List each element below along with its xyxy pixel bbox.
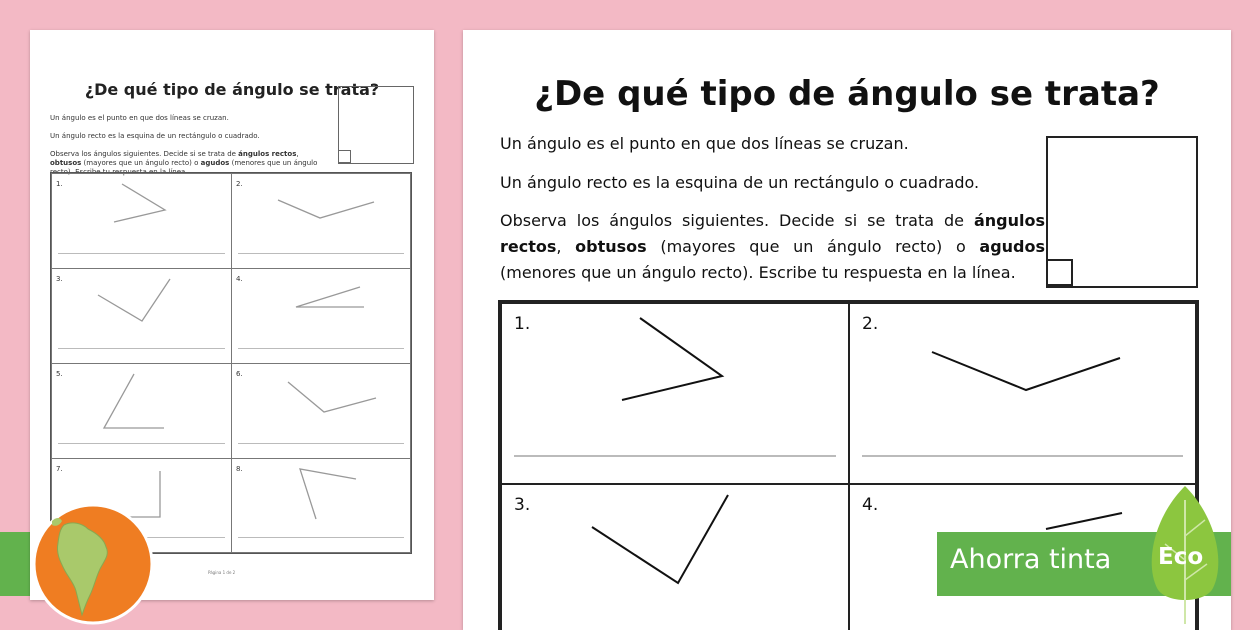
thumbnail-cell-number: 7. (56, 465, 63, 473)
answer-line[interactable] (58, 348, 225, 349)
intro-line1: Un ángulo es el punto en que dos líneas se cruzan. (500, 134, 909, 153)
thumbnail-intro-line1: Un ángulo es el punto en que dos líneas se cruzan. (50, 114, 229, 122)
intro-line2: Un ángulo recto es la esquina de un rectángulo o cuadrado. (500, 173, 980, 192)
thumbnail-cell-8 (231, 458, 411, 553)
answer-line[interactable] (58, 253, 225, 254)
angle-drawing-1 (502, 304, 852, 487)
angle-cell-number: 2. (862, 314, 879, 334)
angle-cell-1 (500, 302, 850, 485)
thumbnail-cell-3 (51, 268, 232, 364)
answer-line[interactable] (238, 537, 404, 538)
thumbnail-cell-5 (51, 363, 232, 459)
eco-banner-text: Ahorra tinta (950, 544, 1112, 575)
thumbnail-cell-number: 1. (56, 180, 63, 188)
thumbnail-right-angle-marker (338, 150, 351, 163)
angle-drawing-3 (502, 485, 852, 630)
thumbnail-cell-number: 5. (56, 370, 63, 378)
angle-drawing-2 (232, 174, 412, 270)
eco-label: Eco (1158, 544, 1204, 570)
answer-line[interactable] (238, 443, 404, 444)
angle-drawing-5 (52, 364, 233, 460)
answer-line[interactable] (238, 348, 404, 349)
angle-drawing-2 (850, 304, 1199, 487)
thumbnail-cell-number: 8. (236, 465, 243, 473)
thumbnail-angle-grid (50, 172, 412, 554)
answer-line[interactable] (58, 443, 225, 444)
thumbnail-cell-6 (231, 363, 411, 459)
thumbnail-intro-line3: Observa los ángulos siguientes. Decide si se trata de ángulos rectos, obtusos (mayores que un ángulo recto) o agudos (menores que un ángulo recto). Escribe tu respuesta en la línea. (50, 150, 318, 176)
answer-line[interactable] (514, 455, 836, 457)
angle-drawing-4 (232, 269, 412, 365)
thumbnail-cell-number: 6. (236, 370, 243, 378)
answer-line[interactable] (238, 253, 404, 254)
angle-drawing-1 (52, 174, 233, 270)
thumbnail-title: ¿De qué tipo de ángulo se trata? (84, 80, 380, 99)
thumbnail-cell-1 (51, 173, 232, 269)
angle-drawing-8 (232, 459, 412, 554)
angle-cell-number: 1. (514, 314, 531, 334)
south-america-badge-icon (32, 503, 154, 625)
angle-cell-number: 3. (514, 495, 531, 515)
thumbnail-cell-2 (231, 173, 411, 269)
thumbnail-cell-number: 2. (236, 180, 243, 188)
thumbnail-cell-4 (231, 268, 411, 364)
angle-cell-2 (848, 302, 1197, 485)
intro-instructions: Observa los ángulos siguientes. Decide si se trata de ángulos rectos, obtusos (mayores que un ángulo recto) o agudos (menores que un ángulo recto). Escribe tu respuesta en la línea. (500, 211, 1046, 282)
thumbnail-cell-number: 3. (56, 275, 63, 283)
thumbnail-cell-number: 4. (236, 275, 243, 283)
thumbnail-intro-line2: Un ángulo recto es la esquina de un rectángulo o cuadrado. (50, 132, 260, 140)
right-angle-marker (1046, 259, 1073, 286)
angle-cell-number: 4. (862, 495, 879, 515)
page-title: ¿De qué tipo de ángulo se trata? (534, 74, 1160, 114)
angle-drawing-3 (52, 269, 233, 365)
answer-line[interactable] (862, 455, 1183, 457)
thumbnail-page-number: Página 1 de 2 (208, 570, 236, 575)
angle-cell-3 (500, 483, 850, 630)
angle-drawing-6 (232, 364, 412, 460)
